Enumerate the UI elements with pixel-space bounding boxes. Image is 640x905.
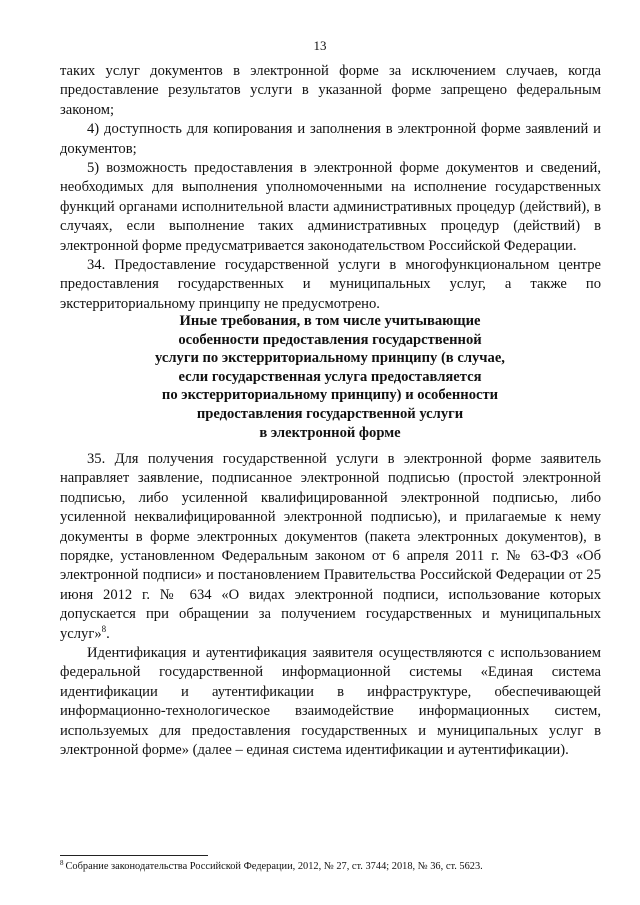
footnote — [60, 860, 601, 873]
heading-line: особенности предоставления государственной — [178, 331, 482, 348]
paragraph-35-end: . — [106, 625, 110, 642]
footnote-text: Собрание законодательства Российской Федерации, 2012, № 27, ст. 3744; 2018, № 36, ст. 5623. — [65, 861, 483, 872]
heading-line: по экстерриториальному принципу) и особенности — [161, 387, 499, 404]
bottom-text-block — [60, 450, 601, 761]
footnote-number: 8 — [60, 858, 64, 867]
heading-line: предоставления государственной услуги — [196, 405, 464, 422]
list-item-4: 4) доступность для копирования и заполнения в электронной форме заявлений и документов; — [60, 121, 601, 157]
footnote-divider — [60, 855, 208, 856]
page-number: 13 — [313, 38, 327, 53]
paragraph-35 — [60, 450, 601, 644]
paragraph-continuation: таких услуг документов в электронной форме за исключением случаев, когда предоставление результатов услуги в указанной форме запрещено федеральным законом; — [60, 63, 601, 118]
paragraph-34: 34. Предоставление государственной услуги в многофункциональном центре предоставления государственных и муниципальных услуг, а также по экстерриториальному принципу не предусмотрено. — [60, 257, 601, 312]
paragraph-identification: Идентификация и аутентификация заявителя осуществляются с использованием федеральной государственной информационной системы «Единая система идентификации и аутентификации в инфраструктуре, обеспечивающей информационно-технологическое взаимодействие информационных систем, используемых для предоставления государственных и муниципальных услуг в электронной форме» (далее – единая система идентификации и аутентификации). — [60, 645, 601, 759]
footnote-reference[interactable]: 8 — [101, 623, 107, 634]
paragraph-35-text: 35. Для получения государственной услуги в электронной форме заявитель направляет заявление, подписанное электронной подписью (простой электронной подписью, либо усиленной квалифицированной электронной подписью, либо усиленной неквалифицированной электронной подписью), и прилагаемые к нему документы в форме электронных документов (пакета электронных документов), в порядке, установленном Федеральным законом от 6 апреля 2011 г. № 63-ФЗ «Об электронной подписи» и постановлением Правительства Российской Федерации от 25 июня 2012 г. № 634 «О видах электронной подписи, использование которых допускается при обращении за получением государственных и муниципальных услуг» — [60, 451, 601, 642]
heading-line: если государственная услуга предоставляется — [178, 368, 482, 385]
top-text-block — [60, 62, 601, 314]
heading-line: в электронной форме — [259, 424, 401, 441]
section-heading — [110, 312, 550, 442]
heading-line: услуги по экстерриториальному принципу (в случае, — [155, 350, 505, 367]
list-item-5: 5) возможность предоставления в электронной форме документов и сведений, необходимых для выполнения уполномоченными на исполнение государственных функций органами исполнительной власти административных процедур (действий), в случаях, если выполнение таких административных процедур (действий) в электронной форме предусматривается законодательством Российской Федерации. — [60, 160, 601, 254]
heading-line: Иные требования, в том числе учитывающие — [179, 313, 481, 329]
